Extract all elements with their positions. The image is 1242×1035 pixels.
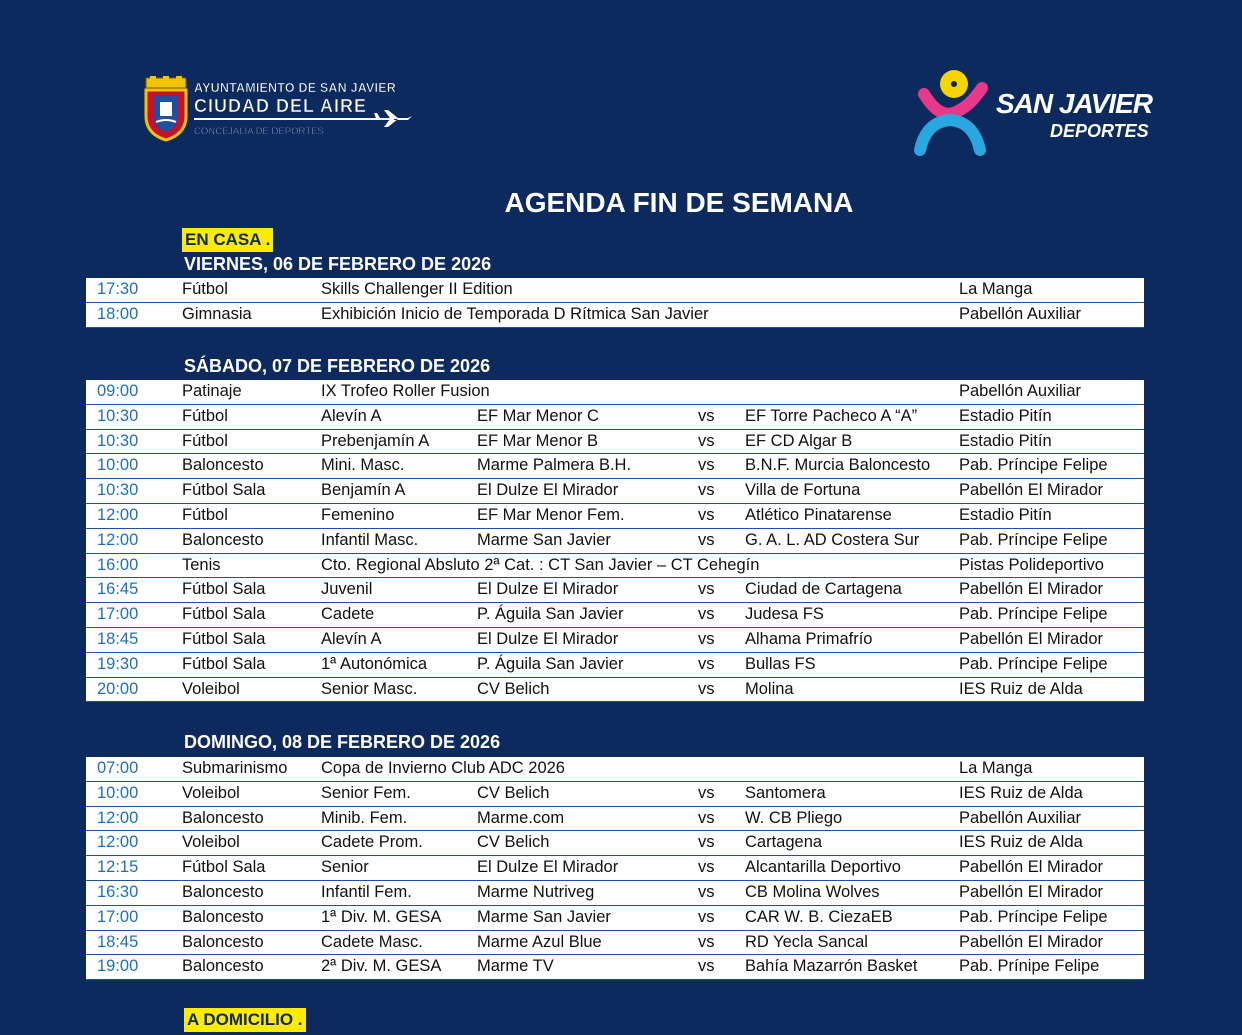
cell-vs: vs <box>698 808 715 827</box>
cell-home: El Dulze El Mirador <box>477 629 619 648</box>
cell-home: Marme Palmera B.H. <box>477 456 632 475</box>
schedule-table-sunday <box>86 757 1144 980</box>
cell-away: Bullas FS <box>745 654 816 673</box>
cell-sport: Fútbol <box>182 406 228 425</box>
cell-vs: vs <box>698 629 715 648</box>
cell-sport: Gimnasia <box>182 304 252 323</box>
cell-away: Cartagena <box>745 833 823 852</box>
cell-time: 10:30 <box>97 406 139 425</box>
table-row <box>86 454 1144 479</box>
day-title-saturday: SÁBADO, 07 DE FEBRERO DE 2026 <box>184 356 491 376</box>
table-row <box>86 628 1144 653</box>
cell-time: 12:00 <box>97 808 139 827</box>
cell-cat: Infantil Fem. <box>321 882 412 901</box>
table-row <box>86 278 1144 303</box>
athlete-figure-icon <box>910 66 990 158</box>
cell-vs: vs <box>698 858 715 877</box>
table-row <box>86 906 1144 931</box>
cell-sport: Fútbol <box>182 280 228 298</box>
cell-cat: IX Trofeo Roller Fusion <box>321 382 490 400</box>
san-javier-deportes-logo <box>910 66 1170 161</box>
cell-away: Villa de Fortuna <box>745 481 861 500</box>
cell-venue: Pabellón Auxiliar <box>959 808 1081 827</box>
table-row <box>86 303 1144 328</box>
cell-vs: vs <box>698 833 715 852</box>
cell-time: 10:00 <box>97 456 139 475</box>
cell-away: Alcantarilla Deportivo <box>745 858 901 877</box>
cell-sport: Baloncesto <box>182 957 264 976</box>
table-row <box>86 955 1144 980</box>
table-row <box>86 856 1144 881</box>
logo-left-line2: CIUDAD DEL AIRE <box>194 96 368 116</box>
cell-cat: Femenino <box>321 505 395 524</box>
cell-time: 12:00 <box>97 530 139 549</box>
cell-time: 10:30 <box>97 481 139 500</box>
table-row <box>86 782 1144 807</box>
cell-home: Marme Azul Blue <box>477 932 602 951</box>
cell-sport: Baloncesto <box>182 932 264 951</box>
cell-vs: vs <box>698 679 715 698</box>
cell-cat: Minib. Fem. <box>321 808 408 827</box>
cell-cat: Exhibición Inicio de Temporada D Rítmica San Javier <box>321 304 709 323</box>
cell-time: 10:30 <box>97 431 139 450</box>
table-row <box>86 430 1144 455</box>
cell-cat: Benjamín A <box>321 481 406 500</box>
cell-cat: Senior Fem. <box>321 783 411 802</box>
cell-time: 07:00 <box>97 759 139 777</box>
schedule-table-saturday <box>86 380 1144 702</box>
cell-home: EF Mar Menor B <box>477 431 599 450</box>
cell-time: 18:45 <box>97 629 139 648</box>
cell-time: 09:00 <box>97 382 139 400</box>
cell-home: CV Belich <box>477 833 550 852</box>
cell-venue: Pab. Príncipe Felipe <box>959 907 1108 926</box>
cell-venue: Pabellón El Mirador <box>959 932 1103 951</box>
cell-cat: Alevín A <box>321 406 382 425</box>
cell-home: Marme San Javier <box>477 907 611 926</box>
cell-sport: Fútbol Sala <box>182 629 266 648</box>
table-row <box>86 479 1144 504</box>
logo-underline <box>194 118 394 120</box>
cell-cat: Cadete Prom. <box>321 833 423 852</box>
cell-venue: IES Ruiz de Alda <box>959 783 1083 802</box>
logo-right-line2: DEPORTES <box>1050 121 1149 141</box>
table-row <box>86 807 1144 832</box>
cell-cat: Senior <box>321 858 369 877</box>
cell-home: El Dulze El Mirador <box>477 580 619 599</box>
table-row <box>86 380 1144 405</box>
cell-time: 16:45 <box>97 580 139 599</box>
cell-away: Alhama Primafrío <box>745 629 873 648</box>
schedule-table-friday <box>86 278 1144 328</box>
cell-time: 10:00 <box>97 783 139 802</box>
cell-vs: vs <box>698 605 715 624</box>
cell-sport: Fútbol Sala <box>182 481 266 500</box>
cell-venue: Pabellón Auxiliar <box>959 304 1081 323</box>
cell-vs: vs <box>698 957 715 976</box>
cell-venue: Pabellón Auxiliar <box>959 382 1081 400</box>
table-row <box>86 831 1144 856</box>
cell-vs: vs <box>698 654 715 673</box>
cell-venue: Pabellón El Mirador <box>959 882 1103 901</box>
cell-home: El Dulze El Mirador <box>477 858 619 877</box>
coat-of-arms-icon <box>142 76 190 142</box>
airplane-icon <box>372 108 412 128</box>
cell-home: EF Mar Menor C <box>477 406 599 425</box>
cell-sport: Voleibol <box>182 833 240 852</box>
ayuntamiento-logo <box>140 74 430 148</box>
table-row <box>86 405 1144 430</box>
cell-sport: Fútbol Sala <box>182 580 266 599</box>
cell-sport: Tenis <box>182 555 221 574</box>
cell-away: Ciudad de Cartagena <box>745 580 902 599</box>
cell-home: EF Mar Menor Fem. <box>477 505 625 524</box>
page-title: AGENDA FIN DE SEMANA <box>504 187 854 218</box>
cell-vs: vs <box>698 431 715 450</box>
cell-venue: Pabellón El Mirador <box>959 580 1103 599</box>
cell-sport: Patinaje <box>182 382 242 400</box>
cell-vs: vs <box>698 907 715 926</box>
table-row <box>86 653 1144 678</box>
cell-venue: Pab. Prínipe Felipe <box>959 957 1100 976</box>
cell-time: 20:00 <box>97 679 139 698</box>
day-title-sunday: DOMINGO, 08 DE FEBRERO DE 2026 <box>184 732 501 752</box>
cell-venue: Pab. Príncipe Felipe <box>959 654 1108 673</box>
cell-cat: Infantil Masc. <box>321 530 419 549</box>
cell-cat: Cadete <box>321 605 375 624</box>
table-row <box>86 504 1144 529</box>
cell-venue: Pabellón El Mirador <box>959 858 1103 877</box>
cell-away: Molina <box>745 679 794 698</box>
cell-venue: Pab. Príncipe Felipe <box>959 530 1108 549</box>
cell-home: Marme.com <box>477 808 565 827</box>
cell-time: 12:15 <box>97 858 139 877</box>
cell-cat: Skills Challenger II Edition <box>321 280 513 298</box>
cell-venue: La Manga <box>959 759 1033 777</box>
table-row <box>86 603 1144 628</box>
cell-time: 16:30 <box>97 882 139 901</box>
cell-time: 19:00 <box>97 957 139 976</box>
cell-cat: 1ª Autonómica <box>321 654 428 673</box>
cell-cat: 2ª Div. M. GESA <box>321 957 442 976</box>
cell-vs: vs <box>698 481 715 500</box>
cell-vs: vs <box>698 932 715 951</box>
cell-home: P. Águila San Javier <box>477 605 624 624</box>
cell-sport: Fútbol Sala <box>182 654 266 673</box>
cell-home: El Dulze El Mirador <box>477 481 619 500</box>
day-title-friday: VIERNES, 06 DE FEBRERO DE 2026 <box>184 254 492 274</box>
logo-left-line3: CONCEJALÍA DE DEPORTES <box>194 126 324 137</box>
cell-time: 18:45 <box>97 932 139 951</box>
away-section-label: A DOMICILIO . <box>184 1008 306 1032</box>
cell-venue: IES Ruiz de Alda <box>959 679 1083 698</box>
table-row <box>86 529 1144 554</box>
cell-sport: Fútbol <box>182 505 228 524</box>
cell-venue: La Manga <box>959 280 1033 298</box>
cell-vs: vs <box>698 406 715 425</box>
cell-away: Atlético Pinatarense <box>745 505 892 524</box>
cell-cat: Cto. Regional Absluto 2ª Cat. : CT San Javier – CT Cehegín <box>321 555 760 574</box>
cell-home: P. Águila San Javier <box>477 654 624 673</box>
cell-vs: vs <box>698 783 715 802</box>
cell-away: EF CD Algar B <box>745 431 853 450</box>
table-row <box>86 678 1144 703</box>
cell-sport: Baloncesto <box>182 907 264 926</box>
cell-venue: Pab. Príncipe Felipe <box>959 605 1108 624</box>
cell-vs: vs <box>698 580 715 599</box>
cell-away: Judesa FS <box>745 605 824 624</box>
cell-sport: Baloncesto <box>182 882 264 901</box>
logo-left-line1: AYUNTAMIENTO DE SAN JAVIER <box>194 81 396 95</box>
cell-venue: Pabellón El Mirador <box>959 481 1103 500</box>
cell-away: Santomera <box>745 783 826 802</box>
cell-venue: Estadio Pitín <box>959 431 1052 450</box>
cell-venue: IES Ruiz de Alda <box>959 833 1083 852</box>
table-row <box>86 757 1144 782</box>
cell-time: 17:30 <box>97 280 139 298</box>
cell-home: CV Belich <box>477 783 550 802</box>
cell-vs: vs <box>698 505 715 524</box>
cell-vs: vs <box>698 882 715 901</box>
home-section-label: EN CASA . <box>182 228 273 252</box>
cell-time: 12:00 <box>97 505 139 524</box>
cell-away: CAR W. B. CiezaEB <box>745 907 893 926</box>
cell-venue: Pab. Príncipe Felipe <box>959 456 1108 475</box>
cell-cat: Alevín A <box>321 629 382 648</box>
cell-venue: Estadio Pitín <box>959 406 1052 425</box>
cell-sport: Fútbol Sala <box>182 858 266 877</box>
cell-away: RD Yecla Sancal <box>745 932 868 951</box>
cell-away: B.N.F. Murcia Baloncesto <box>745 456 931 475</box>
cell-time: 18:00 <box>97 304 139 323</box>
cell-away: CB Molina Wolves <box>745 882 880 901</box>
cell-home: Marme San Javier <box>477 530 611 549</box>
cell-cat: Senior Masc. <box>321 679 418 698</box>
cell-cat: Cadete Masc. <box>321 932 423 951</box>
cell-cat: 1ª Div. M. GESA <box>321 907 442 926</box>
cell-venue: Pistas Polideportivo <box>959 555 1104 574</box>
cell-sport: Baloncesto <box>182 530 264 549</box>
cell-sport: Baloncesto <box>182 808 264 827</box>
cell-cat: Juvenil <box>321 580 373 599</box>
cell-home: Marme TV <box>477 957 554 976</box>
cell-sport: Baloncesto <box>182 456 264 475</box>
cell-time: 17:00 <box>97 907 139 926</box>
cell-vs: vs <box>698 530 715 549</box>
cell-time: 17:00 <box>97 605 139 624</box>
cell-away: G. A. L. AD Costera Sur <box>745 530 920 549</box>
cell-sport: Voleibol <box>182 783 240 802</box>
cell-away: W. CB Pliego <box>745 808 843 827</box>
cell-venue: Estadio Pitín <box>959 505 1052 524</box>
cell-away: Bahía Mazarrón Basket <box>745 957 918 976</box>
cell-vs: vs <box>698 456 715 475</box>
cell-away: EF Torre Pacheco A “A” <box>745 406 918 425</box>
cell-sport: Fútbol <box>182 431 228 450</box>
table-row <box>86 554 1144 579</box>
table-row <box>86 881 1144 906</box>
table-row <box>86 931 1144 956</box>
cell-time: 19:30 <box>97 654 139 673</box>
cell-sport: Voleibol <box>182 679 240 698</box>
cell-cat: Mini. Masc. <box>321 456 405 475</box>
cell-venue: Pabellón El Mirador <box>959 629 1103 648</box>
cell-sport: Submarinismo <box>182 759 288 777</box>
cell-home: Marme Nutriveg <box>477 882 595 901</box>
cell-home: CV Belich <box>477 679 550 698</box>
cell-cat: Prebenjamín A <box>321 431 430 450</box>
cell-time: 16:00 <box>97 555 139 574</box>
cell-sport: Fútbol Sala <box>182 605 266 624</box>
cell-time: 12:00 <box>97 833 139 852</box>
logo-right-line1: SAN JAVIER <box>996 88 1152 119</box>
cell-cat: Copa de Invierno Club ADC 2026 <box>321 759 565 777</box>
table-row <box>86 578 1144 603</box>
